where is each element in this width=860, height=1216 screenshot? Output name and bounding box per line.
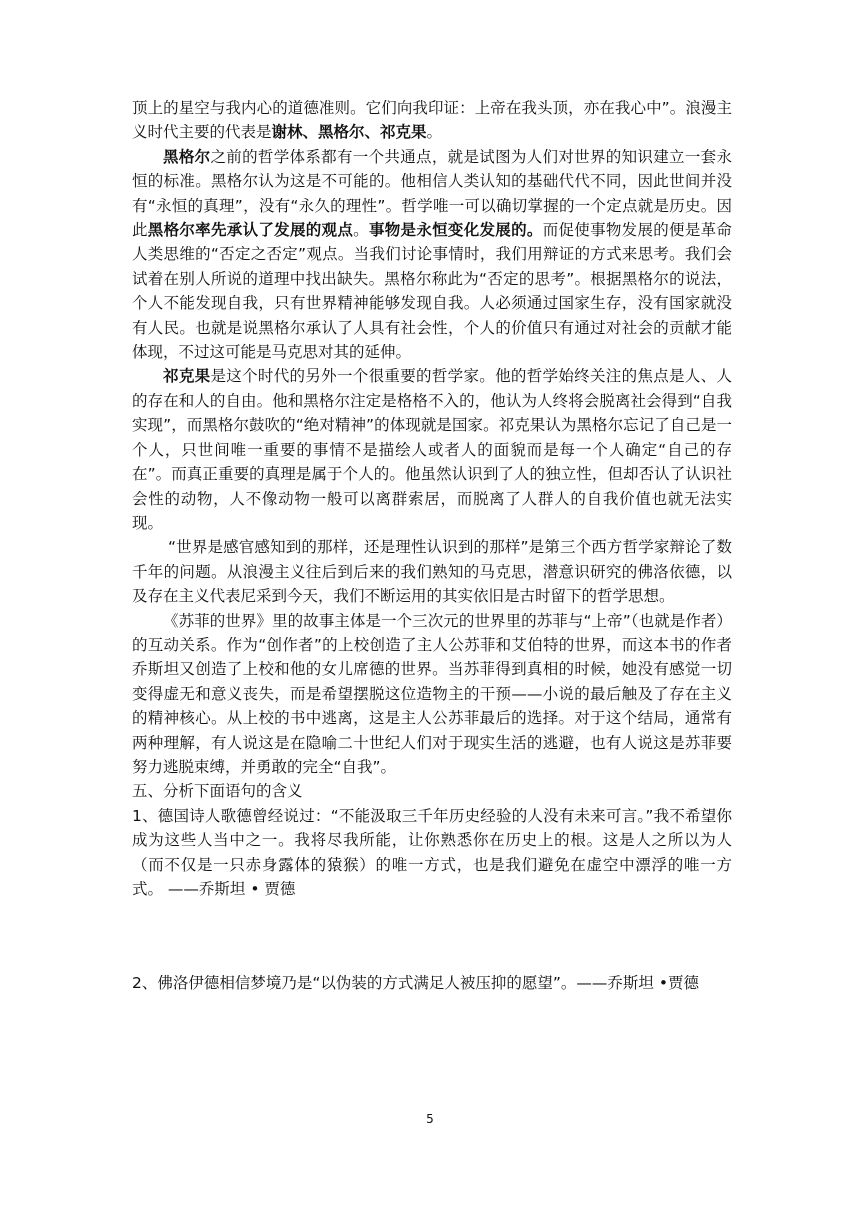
- paragraph-romanticism: [132, 96, 732, 145]
- question-2: 2、佛洛伊德相信梦境乃是“以伪装的方式满足人被压抑的愿望”。——乔斯坦 •贾德: [132, 974, 699, 993]
- page-number: 5: [426, 1112, 434, 1126]
- paragraph-hegel: [132, 145, 732, 365]
- bold-text: 黑格尔率先承认了发展的观点: [147, 221, 354, 240]
- paragraph-text: 。: [426, 123, 443, 142]
- bold-text: 事物是永恒变化发展的。: [368, 221, 543, 240]
- section-heading: 五、分析下面语句的含义: [132, 782, 303, 801]
- bold-text: 谢林、黑格尔、祁克果: [271, 123, 427, 142]
- paragraph-text: 顶上的星空与我内心的道德准则。它们向我印证：上帝在我头顶，亦在我心中”。浪漫主义时代主要的代表是: [132, 99, 732, 142]
- bold-text: 黑格尔: [163, 147, 211, 166]
- question-1: 1、德国诗人歌德曾经说过：“不能汲取三千年历史经验的人没有未来可言。”我不希望你成为这些人当中之一。我将尽我所能，让你熟悉你在历史上的根。这是人之所以为人（而不仅是一只赤身露体的猿猴）的唯一方式，也是我们避免在虚空中漂浮的唯一方式。 ——乔斯坦 • 贾德: [132, 806, 732, 898]
- bold-text: 祁克果: [163, 367, 211, 386]
- paragraph-text: 而促使事物发展的便是革命人类思维的“否定之否定”观点。当我们讨论事情时，我们用辩证的方式来思考。我们会试着在别人所说的道理中找出缺失。黑格尔称此为“否定的思考”。根据黑格尔的说法，个人不能发现自我，只有世界精神能够发现自我。人必须通过国家生存，没有国家就没有人民。也就是说黑格尔承认了人具有社会性，个人的价值只有通过对社会的贡献才能体现，不过这可能是马克思对其的延伸。: [132, 221, 732, 362]
- paragraph-text: 。: [353, 221, 369, 240]
- answer-space: [132, 901, 732, 971]
- paragraph-kierkegaard: [132, 364, 732, 535]
- paragraph-philosophy-question: “世界是感官感知到的那样，还是理性认识到的那样”是第三个西方哲学家辩论了数千年的问题。从浪漫主义往后到后来的我们熟知的马克思，潜意识研究的佛洛依德，以及存在主义代表尼采到今天，我们不断运用的其实依旧是古时留下的哲学思想。: [132, 538, 732, 606]
- paragraph-text: 是这个时代的另外一个很重要的哲学家。他的哲学始终关注的焦点是人、人的存在和人的自由。他和黑格尔注定是格格不入的，他认为人终将会脱离社会得到“自我实现”，而黑格尔鼓吹的“绝对精神”的体现就是国家。祁克果认为黑格尔忘记了自己是一个人，只世间唯一重要的事情不是描绘人或者人的面貌而是每一个人确定“自己的存在”。而真正重要的真理是属于个人的。他虽然认识到了人的独立性，但却否认了认识社会性的动物，人不像动物一般可以离群索居，而脱离了人群人的自我价值也就无法实现。: [132, 367, 732, 532]
- paragraph-text: 之前的哲学体系都有一个共通点，就是试图为人们对世界的知识建立一套永恒的标准。黑格尔认为这是不可能的。他相信人类认知的基础代代不同，因此世间并没有“永恒的真理”，没有“永久的理性”。哲学唯一可以确切掌握的一个定点就是历史。因此: [132, 147, 732, 240]
- paragraph-sophies-world: 《苏菲的世界》里的故事主体是一个三次元的世界里的苏菲与“上帝”（也就是作者）的互动关系。作为“创作者”的上校创造了主人公苏菲和艾伯特的世界，而这本书的作者乔斯坦又创造了上校和他的女儿席德的世界。当苏菲得到真相的时候，她没有感觉一切变得虚无和意义丧失，而是希望摆脱这位造物主的干预——小说的最后触及了存在主义的精神核心。从上校的书中逃离，这是主人公苏菲最后的选择。对于这个结局，通常有两种理解，有人说这是在隐喻二十世纪人们对于现实生活的逃避，也有人说这是苏菲要努力逃脱束缚，并勇敢的完全“自我”。: [132, 611, 732, 776]
- page-body: [132, 96, 732, 996]
